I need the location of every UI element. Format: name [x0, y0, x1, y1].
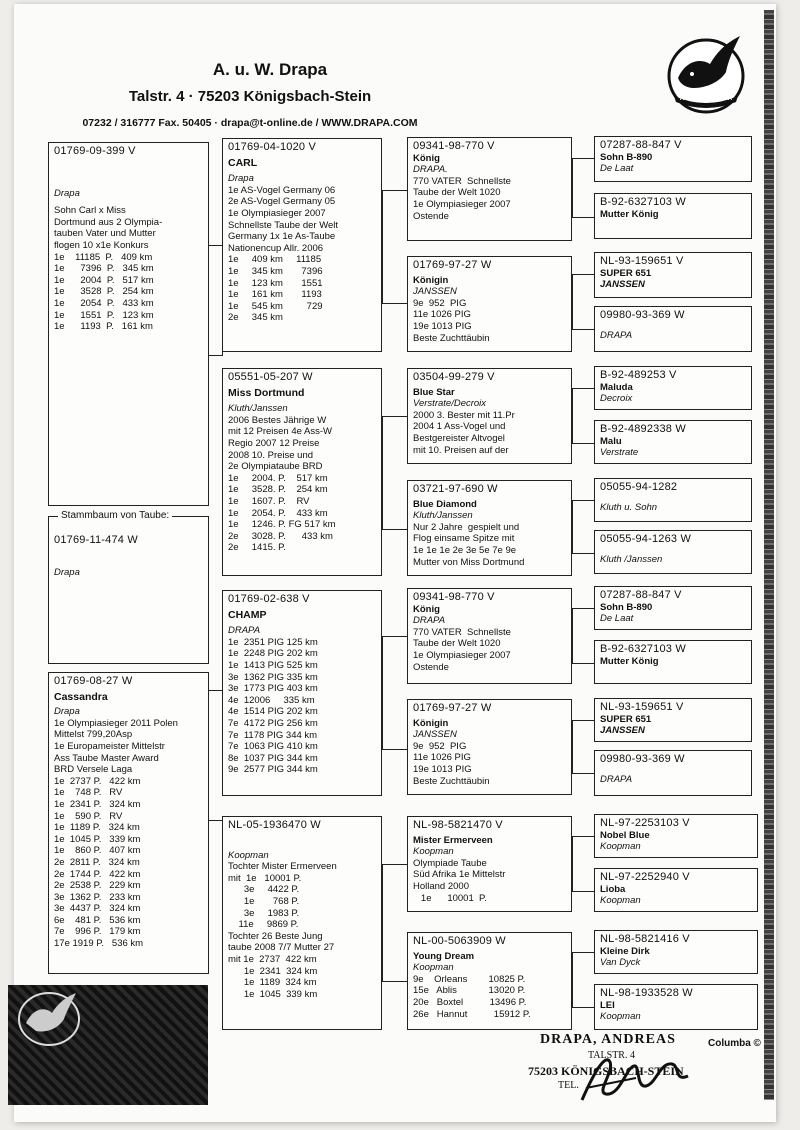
g4-breeder: De Laat [600, 613, 634, 625]
signature-icon [576, 1048, 696, 1108]
nl05-note: Tochter 26 Beste Jung [228, 930, 323, 942]
konigin1-note: 11e 1026 PIG [413, 309, 471, 321]
nl05-note: taube 2008 7/7 Mutter 27 [228, 942, 335, 954]
g4-breeder: De Laat [600, 163, 634, 175]
g4-breeder: JANSSEN [600, 279, 645, 291]
pigeon-emblem-icon [14, 989, 84, 1049]
g4-name: Mutter König [600, 655, 659, 667]
g4-ring: 07287-88-847 V [600, 139, 682, 151]
miss-note: Regio 2007 12 Preise [228, 437, 320, 449]
mother-result: 1e 590 P. RV [54, 810, 123, 822]
stamp-tel: TEL. [558, 1080, 579, 1091]
champ-result: 4e 1514 PIG 202 km [228, 706, 318, 718]
bluediamond-note: Flog einsame Spitze mit [413, 533, 515, 545]
main-bird-card [48, 142, 209, 506]
connector-line [572, 608, 595, 664]
bluediamond-ring: 03721-97-690 W [413, 483, 498, 495]
miss-result: 1e 1246. P. FG 517 km [228, 519, 336, 531]
mother-breeder: Drapa [54, 706, 80, 718]
g4-card-9 [594, 640, 752, 684]
carl-note: Nationencup Allr. 2006 [228, 242, 324, 254]
mother-result: 1e 2737 P. 422 km [54, 775, 141, 787]
nl05-result: 1e 1045 339 km [228, 988, 318, 1000]
champ-card [222, 590, 382, 796]
bluestar-ring: 03504-99-279 V [413, 371, 495, 383]
subject-bird-ring: 01769-11-474 W [54, 534, 138, 546]
bluediamond-note: 1e 1e 1e 2e 3e 5e 7e 9e [413, 544, 517, 556]
konig1-note: Ostende [413, 210, 449, 222]
mother-result: 2e 1744 P. 422 km [54, 868, 141, 880]
nl05-result: 1e 2341 324 km [228, 965, 318, 977]
koenigin-card-2 [407, 699, 572, 795]
main-bird-result: 1e 2054 P. 433 km [54, 297, 154, 309]
konigin2-note: 9e 952 PIG [413, 740, 467, 752]
g4-breeder: Van Dyck [600, 957, 641, 969]
mother-result: 7e 996 P. 179 km [54, 926, 141, 938]
nl98-note: Süd Afrika 1e Mittelstr [413, 869, 506, 881]
bluediamond-note: Nur 2 Jahre gespielt und [413, 521, 520, 533]
main-bird-ring: 01769-09-399 V [54, 145, 136, 157]
g4-ring: NL-97-2252940 V [600, 871, 690, 883]
g4-name: Sohn B-890 [600, 601, 653, 613]
miss-dortmund-card [222, 368, 382, 576]
konig1-name: König [413, 152, 440, 164]
mother-result: 1e 2341 P. 324 km [54, 798, 141, 810]
g4-card-8 [594, 586, 752, 630]
bluestar-name: Blue Star [413, 386, 455, 398]
connector-line [572, 720, 595, 774]
champ-result: 3e 1362 PIG 335 km [228, 671, 318, 683]
connector-line [209, 355, 222, 357]
nl05-result: mit 1e 10001 P. [228, 872, 302, 884]
main-bird-note: flogen 10 x1e Konkurs [54, 239, 149, 251]
main-bird-note: Sohn Carl x Miss [54, 205, 126, 217]
stammbaum-label: Stammbaum von Taube: [58, 510, 172, 521]
mother-note: 1e Olympiasieger 2011 Polen [54, 717, 178, 729]
g4-card-1 [594, 193, 752, 239]
connector-line [572, 388, 595, 444]
konig-card [407, 137, 572, 241]
mother-result: 3e 4437 P. 324 km [54, 903, 141, 915]
bluestar-note: Bestgereister Altvogel [413, 432, 505, 444]
miss-note: 2006 Bestes Jährige W [228, 414, 327, 426]
g4-name: Mutter König [600, 208, 659, 220]
konigin1-note: 9e 952 PIG [413, 297, 467, 309]
g4-breeder: DRAPA [600, 329, 633, 341]
g4-name: LEI [600, 999, 615, 1011]
konigin1-name: Königin [413, 274, 449, 286]
konigin1-ring: 01769-97-27 W [413, 259, 492, 271]
scan-edge [764, 10, 774, 1100]
g4-ring: B-92-4892338 W [600, 423, 686, 435]
nl05-note: Tochter Mister Ermerveen [228, 861, 337, 873]
konig2-note: Taube der Welt 1020 [413, 638, 501, 650]
blue-star-card [407, 368, 572, 464]
main-bird-note: tauben Vater und Mutter [54, 228, 156, 240]
mother-note: 1e Europameister Mittelstr [54, 740, 165, 752]
g4-card-13 [594, 868, 758, 912]
miss-result: 1e 1607. P. RV [228, 495, 310, 507]
g4-breeder: Koopman [600, 841, 641, 853]
konig2-note: Ostende [413, 661, 449, 673]
logo [666, 30, 746, 114]
carl-note: 1e Olympiasieger 2007 [228, 207, 326, 219]
carl-name: CARL [228, 156, 258, 169]
mother-result: 17e 1919 P. 536 km [54, 938, 144, 950]
konigin1-breeder: JANSSEN [413, 286, 457, 298]
main-bird-note: Dortmund aus 2 Olympia- [54, 216, 163, 228]
nl00-note: 9e Orleans 10825 P. [413, 973, 526, 985]
g4-ring: 09980-93-369 W [600, 753, 685, 765]
carl-result: 1e 345 km 7396 [228, 265, 323, 277]
miss-note: mit 12 Preisen 4e Ass-W [228, 426, 333, 438]
mother-result: 3e 1362 P. 233 km [54, 891, 141, 903]
nl05-result: 11e 9869 P. [228, 919, 299, 931]
connector-line [572, 500, 595, 554]
miss-breeder: Kluth/Janssen [228, 403, 288, 415]
g4-ring: B-92-489253 V [600, 369, 677, 381]
g4-ring: NL-93-159651 V [600, 255, 684, 267]
konig2-note: 1e Olympiasieger 2007 [413, 649, 511, 661]
young-dream-card [407, 932, 572, 1030]
konig1-note: 770 VATER Schnellste [413, 175, 511, 187]
konig2-ring: 09341-98-770 V [413, 591, 495, 603]
g4-ring: 07287-88-847 V [600, 589, 682, 601]
konig2-name: König [413, 603, 440, 615]
connector-line [209, 690, 222, 692]
main-bird-result: 1e 7396 P. 345 km [54, 263, 154, 275]
miss-ring: 05551-05-207 W [228, 371, 313, 383]
nl00-ring: NL-00-5063909 W [413, 935, 506, 947]
g4-breeder: Decroix [600, 393, 633, 405]
g4-breeder: Koopman [600, 895, 641, 907]
champ-result: 7e 1178 PIG 344 km [228, 729, 318, 741]
koenigin-card [407, 256, 572, 352]
nl05-ring: NL-05-1936470 W [228, 819, 321, 831]
nl98-note: 1e 10001 P. [413, 892, 487, 904]
g4-name: SUPER 651 [600, 267, 652, 279]
connector-line [382, 864, 408, 982]
bluestar-note: 2000 3. Bester mit 11.Pr [413, 409, 515, 421]
mother-card [48, 672, 209, 974]
champ-result: 3e 1773 PIG 403 km [228, 683, 318, 695]
g4-card-4 [594, 366, 752, 410]
g4-card-12 [594, 814, 758, 858]
champ-result: 4e 12006 335 km [228, 694, 315, 706]
konigin2-note: Beste Zuchttäubin [413, 775, 490, 787]
miss-result: 1e 2004. P. 517 km [228, 472, 328, 484]
g4-name: Sohn B-890 [600, 151, 653, 163]
mister-ermerveen-card [407, 816, 572, 912]
g4-name: Maluda [600, 381, 633, 393]
konigin2-note: 19e 1013 PIG [413, 763, 472, 775]
g4-ring: B-92-6327103 W [600, 643, 686, 655]
g4-name: Lioba [600, 883, 626, 895]
carl-card [222, 138, 382, 352]
bluestar-breeder: Verstrate/Decroix [413, 398, 487, 410]
main-bird-result: 1e 1551 P. 123 km [54, 309, 154, 321]
mother-note: BRD Versele Laga [54, 764, 133, 776]
mother-result: 1e 748 P. RV [54, 787, 123, 799]
bluestar-note: mit 10. Preisen auf der [413, 444, 509, 456]
nl05-result: 3e 1983 P. [228, 907, 300, 919]
stamp-name: DRAPA, ANDREAS [540, 1032, 676, 1047]
champ-name: CHAMP [228, 608, 267, 621]
g4-card-7 [594, 530, 752, 574]
g4-ring: 05055-94-1263 W [600, 533, 692, 545]
connector-line [572, 158, 595, 218]
nl00-breeder: Koopman [413, 962, 454, 974]
nl98-ring: NL-98-5821470 V [413, 819, 503, 831]
breeder-name: A. u. W. Drapa [212, 60, 328, 79]
subject-bird-card [48, 516, 209, 664]
konigin2-note: 11e 1026 PIG [413, 752, 471, 764]
nl00-note: 26e Hannut 15912 P. [413, 1008, 531, 1020]
g4-breeder: Kluth u. Sohn [600, 501, 658, 513]
nl98-note: Holland 2000 [413, 880, 469, 892]
g4-ring: NL-98-5821416 V [600, 933, 690, 945]
champ-result: 1e 2351 PIG 125 km [228, 636, 318, 648]
nl98-name: Mister Ermerveen [413, 834, 493, 846]
mother-ring: 01769-08-27 W [54, 675, 133, 687]
nl98-breeder: Koopman [413, 846, 454, 858]
champ-breeder: DRAPA [228, 625, 261, 637]
miss-result: 2e 1415. P. [228, 542, 286, 554]
owner-stamp [528, 1030, 708, 1110]
mother-result: 2e 2811 P. 324 km [54, 856, 140, 868]
main-bird-result: 1e 11185 P. 409 km [54, 251, 153, 263]
miss-name: Miss Dortmund [228, 386, 305, 399]
g4-card-3 [594, 306, 752, 352]
subject-bird-breeder: Drapa [54, 566, 80, 578]
nl00-name: Young Dream [413, 950, 475, 962]
g4-ring: NL-97-2253103 V [600, 817, 690, 829]
g4-ring: 09980-93-369 W [600, 309, 685, 321]
miss-result: 1e 3528. P. 254 km [228, 484, 328, 496]
g4-card-10 [594, 698, 752, 742]
g4-breeder: Koopman [600, 1011, 641, 1023]
main-bird-result: 1e 1193 P. 161 km [54, 321, 153, 333]
nl00-note: 20e Boxtel 13496 P. [413, 996, 527, 1008]
carl-result: 1e 545 km 729 [228, 300, 323, 312]
champ-result: 1e 1413 PIG 525 km [228, 659, 318, 671]
nl05-breeder: Koopman [228, 849, 269, 861]
carl-note: Germany 1x 1e As-Taube [228, 231, 336, 243]
mother-note: Mittelst 799,20Asp [54, 729, 133, 741]
carl-result: 1e 161 km 1193 [228, 289, 322, 301]
miss-note: 2e Olympiataube BRD [228, 461, 323, 473]
carl-result: 2e 345 km [228, 312, 283, 324]
breeder-contact: 07232 / 316777 Fax. 50405 · drapa@t-online.de / WWW.DRAPA.COM [82, 117, 418, 129]
champ-result: 9e 2577 PIG 344 km [228, 764, 318, 776]
logo-text: ANDREAS DRAPA [679, 96, 733, 102]
g4-card-0 [594, 136, 752, 182]
miss-result: 1e 2054. P. 433 km [228, 507, 328, 519]
mother-result: 2e 2538 P. 229 km [54, 880, 141, 892]
connector-line [382, 190, 408, 304]
bluediamond-note: Mutter von Miss Dortmund [413, 556, 525, 568]
champ-result: 7e 1063 PIG 410 km [228, 741, 318, 753]
redacted-image-block [8, 985, 208, 1105]
miss-note: 2008 10. Preise und [228, 449, 314, 461]
mother-result: 1e 1189 P. 324 km [54, 822, 140, 834]
g4-ring: B-92-6327103 W [600, 196, 686, 208]
carl-result: 1e 409 km 11185 [228, 254, 322, 266]
main-bird-breeder: Drapa [54, 187, 80, 199]
konig-card-2 [407, 588, 572, 684]
g4-breeder: JANSSEN [600, 725, 645, 737]
g4-breeder: Verstrate [600, 447, 639, 459]
g4-card-5 [594, 420, 752, 464]
connector-line [209, 245, 223, 356]
g4-card-6 [594, 478, 752, 522]
konigin2-ring: 01769-97-27 W [413, 702, 492, 714]
g4-card-14 [594, 930, 758, 974]
miss-result: 2e 3028. P. 433 km [228, 530, 333, 542]
konig1-ring: 09341-98-770 V [413, 140, 495, 152]
bluestar-note: 2004 1 Ass-Vogel und [413, 421, 506, 433]
konigin1-note: Beste Zuchttäubin [413, 332, 490, 344]
brand-label: Columba © [708, 1038, 761, 1049]
konig1-note: 1e Olympiasieger 2007 [413, 198, 511, 210]
nl98-note: Olympiade Taube [413, 857, 487, 869]
g4-name: Kleine Dirk [600, 945, 650, 957]
champ-ring: 01769-02-638 V [228, 593, 310, 605]
nl05-result: 3e 4422 P. [228, 884, 300, 896]
blue-diamond-card [407, 480, 572, 576]
main-bird-result: 1e 3528 P. 254 km [54, 286, 154, 298]
connector-line [572, 274, 595, 330]
g4-breeder: DRAPA [600, 773, 633, 785]
main-bird-result: 1e 2004 P. 517 km [54, 274, 154, 286]
stamp-city: 75203 KÖNIGSBACH-STEIN [528, 1064, 684, 1078]
connector-line [209, 820, 222, 822]
champ-result: 7e 4172 PIG 256 km [228, 717, 318, 729]
carl-note: 2e AS-Vogel Germany 05 [228, 196, 336, 208]
g4-ring: NL-93-159651 V [600, 701, 684, 713]
connector-line [572, 836, 595, 892]
connector-line [572, 952, 595, 1008]
g4-ring: NL-98-1933528 W [600, 987, 693, 999]
g4-name: Nobel Blue [600, 829, 650, 841]
nl05-result: 1e 768 P. [228, 895, 300, 907]
nl05-result: mit 1e 2737 422 km [228, 953, 317, 965]
champ-result: 8e 1037 PIG 344 km [228, 752, 318, 764]
konig1-breeder: DRAPA. [413, 164, 448, 176]
nl00-note: 15e Ablis 13020 P. [413, 985, 526, 997]
konig2-breeder: DRAPA [413, 615, 446, 627]
connector-line [382, 636, 408, 750]
g4-breeder: Kluth /Janssen [600, 553, 663, 565]
konigin2-breeder: JANSSEN [413, 729, 457, 741]
g4-card-11 [594, 750, 752, 796]
carl-breeder: Drapa [228, 173, 254, 185]
konig2-note: 770 VATER Schnellste [413, 626, 511, 638]
g4-card-2 [594, 252, 752, 298]
connector-line [382, 416, 408, 530]
mother-result: 6e 481 P. 536 km [54, 914, 141, 926]
g4-card-15 [594, 984, 758, 1030]
g4-ring: 05055-94-1282 [600, 481, 678, 493]
breeder-address: Talstr. 4 · 75203 Königsbach-Stein [128, 88, 372, 105]
konigin2-name: Königin [413, 717, 449, 729]
champ-result: 1e 2248 PIG 202 km [228, 648, 318, 660]
mother-result: 1e 1045 P. 339 km [54, 833, 141, 845]
bluediamond-name: Blue Diamond [413, 498, 477, 510]
konig1-note: Taube der Welt 1020 [413, 187, 501, 199]
carl-ring: 01769-04-1020 V [228, 141, 317, 153]
carl-note: Schnellste Taube der Welt [228, 219, 339, 231]
mother-note: Ass Taube Master Award [54, 752, 159, 764]
nl-05-card [222, 816, 382, 1030]
mother-name: Cassandra [54, 690, 108, 703]
mother-result: 1e 860 P. 407 km [54, 845, 141, 857]
carl-note: 1e AS-Vogel Germany 06 [228, 184, 336, 196]
g4-name: SUPER 651 [600, 713, 652, 725]
g4-name: Malu [600, 435, 622, 447]
carl-result: 1e 123 km 1551 [228, 277, 323, 289]
nl05-result: 1e 1189 324 km [228, 977, 317, 989]
konigin1-note: 19e 1013 PIG [413, 320, 472, 332]
bluediamond-breeder: Kluth/Janssen [413, 510, 473, 522]
stamp-street: TALSTR. 4 [588, 1050, 635, 1061]
